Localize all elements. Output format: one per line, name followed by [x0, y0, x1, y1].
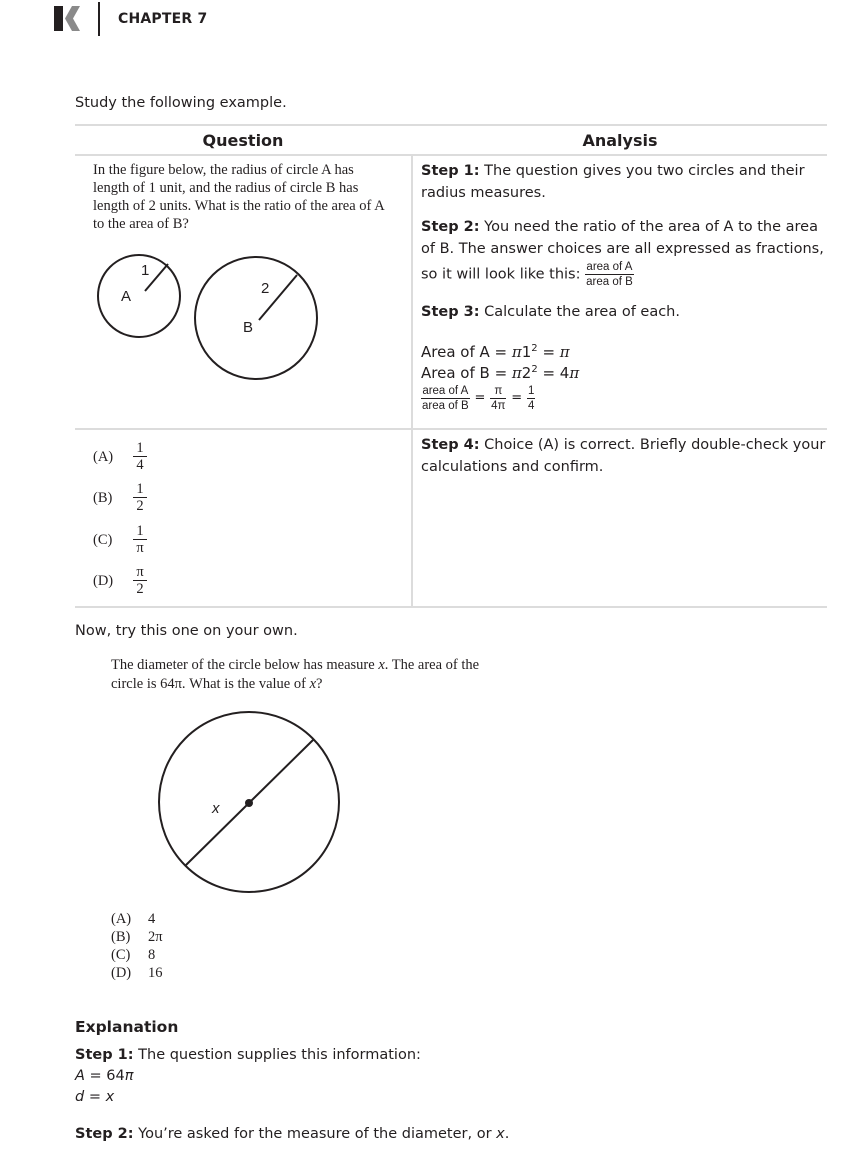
diameter-circle-figure — [150, 710, 350, 900]
explanation-step-1: Step 1: The question supplies this information: — [75, 1047, 421, 1063]
analysis-step-2: Step 2: You need the ratio of the area of A to the area of B. The answer choices are all expressed as fractions, so it will look like this: $\frac{\text{area of A}}{\text{area of B}}$ — [421, 219, 824, 288]
choice-b: (B) 2π — [111, 929, 163, 945]
center-point — [245, 799, 253, 807]
ratio-equation: $\frac{\text{area of A}}{\text{area of B}}$ = $\frac{\pi}{4\pi}$ = $\frac{1}{4}$ — [422, 385, 535, 412]
analysis-step-4: Step 4: Choice (A) is correct. Briefly double-check your calculations and confirm. — [421, 437, 826, 475]
header-divider — [98, 2, 100, 36]
circle-a — [98, 255, 180, 337]
analysis-step-1: Step 1: The question gives you two circles and their radius measures. — [421, 163, 805, 201]
table-header-rule — [75, 154, 827, 156]
table-row-rule — [75, 428, 827, 430]
radius-b-label: 2 — [261, 280, 270, 297]
practice-answer-choices — [111, 910, 163, 982]
radius-a-label: 1 — [141, 262, 150, 279]
area-b-equation: Area of $B = \pi 2^2 = 4\pi$ — [421, 364, 580, 382]
choice-a: (A) 4 — [111, 911, 156, 927]
explanation-heading: Explanation — [75, 1018, 179, 1036]
practice-intro: Now, try this one on your own. — [75, 623, 298, 639]
example-question-text: In the figure below, the radius of circle A has length of 1 unit, and the radius of circle B has length of 2 units. What is the ratio of the area of A to the area of B? — [93, 162, 384, 232]
table-top-rule — [75, 124, 827, 126]
analysis-step-3: Step 3: Calculate the area of each. — [421, 304, 680, 320]
table-bottom-rule — [75, 606, 827, 608]
diameter-label: x — [212, 800, 220, 817]
ratio-fraction: $\frac{\text{area of A}}{\text{area of B}}$ — [586, 261, 633, 288]
circles-figure — [80, 240, 330, 390]
circle-a-label: A — [121, 288, 132, 305]
choice-c: (C) 8 — [111, 947, 156, 963]
circle-b-label: B — [243, 319, 254, 336]
choice-d: (D) 16 — [111, 965, 163, 981]
explanation-step-2: Step 2: You’re asked for the measure of the diameter, or x. — [75, 1126, 510, 1142]
choice-c: (C) $\frac{1}{\pi}$ — [93, 523, 193, 563]
given-diameter: d = x — [75, 1089, 115, 1105]
given-area: A = 64π — [75, 1068, 134, 1084]
column-header-analysis: Analysis — [582, 131, 658, 150]
choice-b: (B) $\frac{1}{2}$ — [93, 481, 193, 521]
practice-question-text: The diameter of the circle below has measure x. The area of the circle is 64π. What is the value of x? — [111, 657, 480, 692]
intro-text: Study the following example. — [75, 95, 287, 111]
kaplan-k-logo-icon — [54, 6, 80, 31]
table-column-rule — [411, 155, 413, 607]
choice-a: (A) $\frac{1}{4}$ — [93, 440, 193, 480]
choice-d: (D) $\frac{\pi}{2}$ — [93, 564, 193, 604]
area-a-equation: Area of $A = \pi 1^2 = \pi$ — [421, 343, 570, 361]
column-header-question: Question — [202, 131, 284, 150]
chapter-label: CHAPTER 7 — [118, 11, 208, 27]
circle-b — [195, 257, 317, 379]
